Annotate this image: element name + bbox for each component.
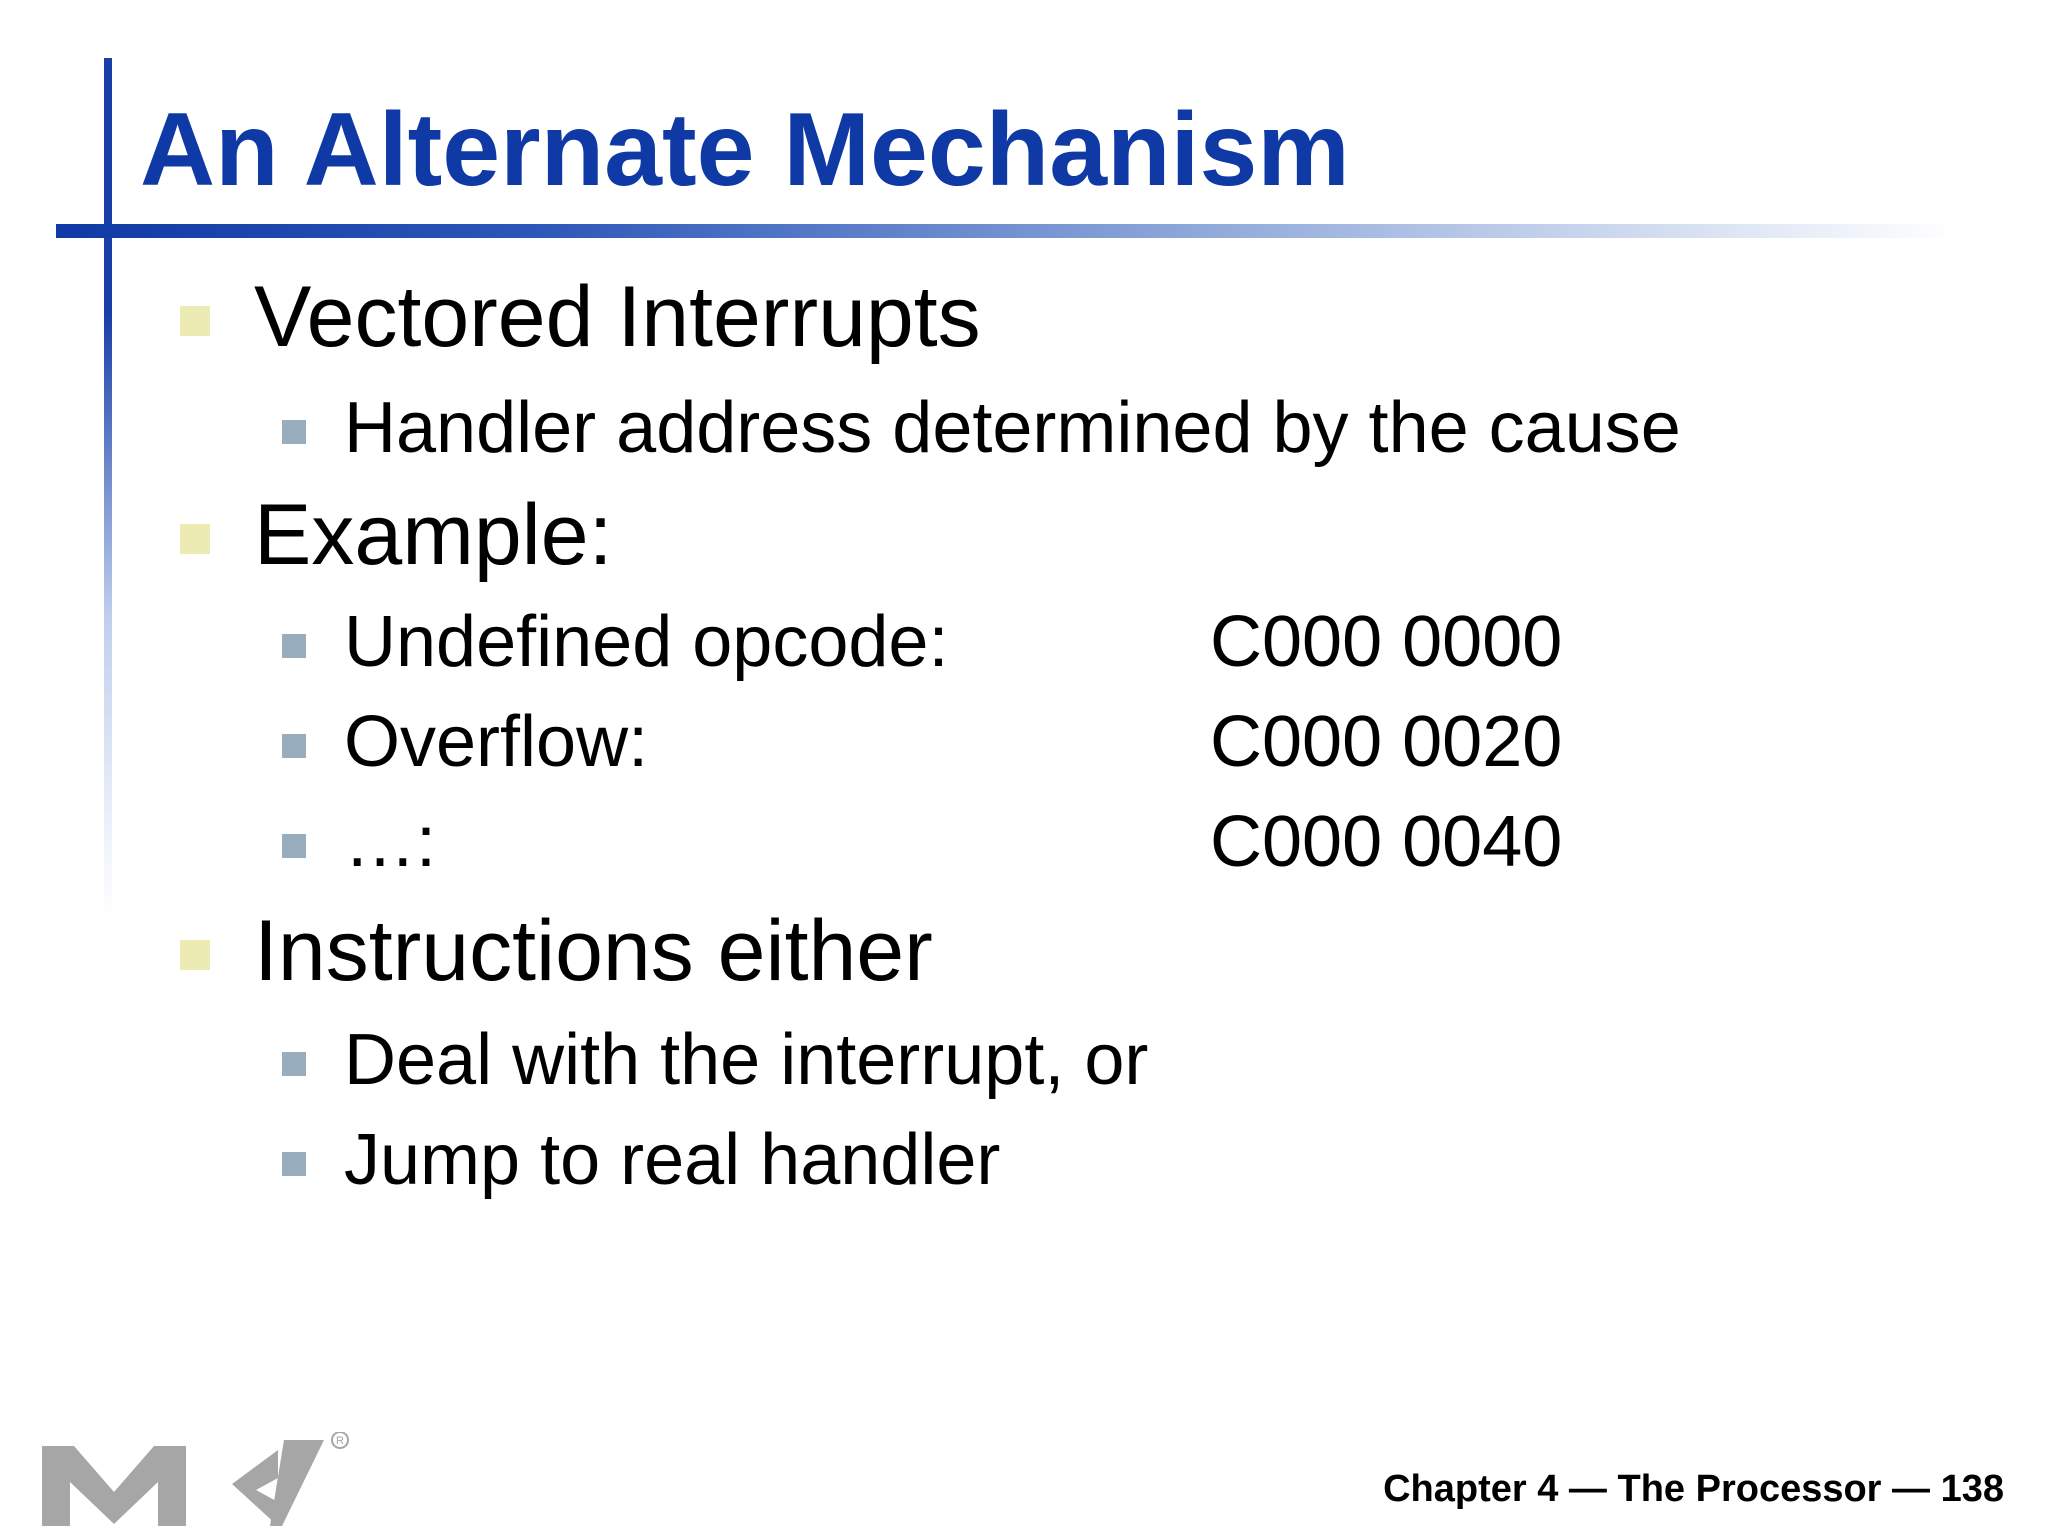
subbullet-text: Overflow: <box>344 702 649 782</box>
bullet-instructions-either <box>180 903 933 999</box>
title-vertical-rule <box>104 58 112 918</box>
subbullet-deal-with-interrupt <box>282 1020 1149 1100</box>
bullet-text: Vectored Interrupts <box>254 269 981 365</box>
subbullet-text: …: <box>344 802 437 882</box>
slide-title: An Alternate Mechanism <box>140 92 1350 208</box>
vector-address: C000 0020 <box>1210 702 1563 782</box>
subbullet-undefined-opcode <box>282 602 1563 682</box>
bullet-text: Example: <box>254 487 613 583</box>
svg-text:R: R <box>336 1435 344 1447</box>
square-bullet-icon <box>282 1052 306 1076</box>
square-bullet-icon <box>180 306 210 336</box>
subbullet-text: Undefined opcode: <box>344 602 949 682</box>
title-horizontal-rule <box>56 224 1956 238</box>
subbullet-overflow <box>282 702 1563 782</box>
bullet-text: Instructions either <box>254 903 933 999</box>
square-bullet-icon <box>282 734 306 758</box>
square-bullet-icon <box>180 524 210 554</box>
subbullet-ellipsis <box>282 802 1563 882</box>
subbullet-handler-address <box>282 388 1681 468</box>
slide-footer: Chapter 4 — The Processor — 138 <box>1383 1468 2004 1510</box>
square-bullet-icon <box>282 834 306 858</box>
vector-address: C000 0000 <box>1210 602 1563 682</box>
bullet-vectored-interrupts <box>180 269 981 365</box>
square-bullet-icon <box>282 1152 306 1176</box>
subbullet-text: Deal with the interrupt, or <box>344 1020 1149 1100</box>
subbullet-text: Jump to real handler <box>344 1120 1001 1200</box>
bullet-example <box>180 487 613 583</box>
vector-address: C000 0040 <box>1210 802 1563 882</box>
square-bullet-icon <box>282 634 306 658</box>
subbullet-jump-to-handler <box>282 1120 1001 1200</box>
subbullet-text: Handler address determined by the cause <box>344 388 1681 468</box>
square-bullet-icon <box>282 420 306 444</box>
square-bullet-icon <box>180 940 210 970</box>
mk-logo <box>40 1432 360 1532</box>
